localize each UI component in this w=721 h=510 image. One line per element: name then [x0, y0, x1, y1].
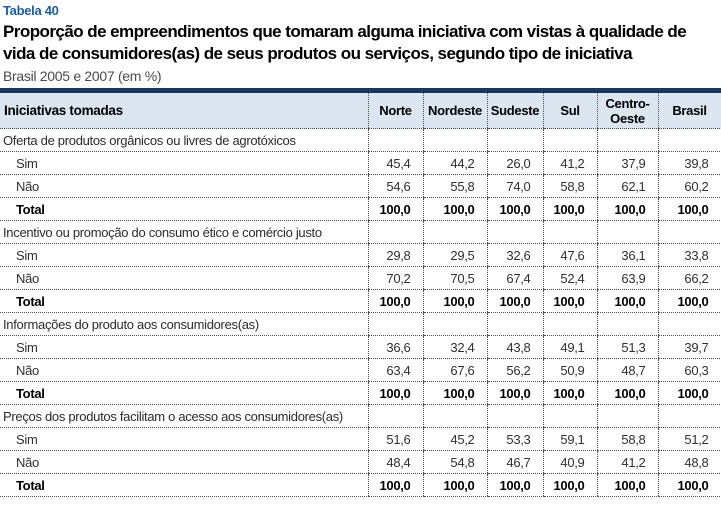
value-cell: 29,5	[423, 244, 487, 267]
value-cell: 100,0	[487, 474, 543, 497]
value-cell: 66,2	[658, 267, 721, 290]
section-header-row	[0, 313, 721, 336]
value-cell: 56,2	[487, 359, 543, 382]
row-label: Total	[0, 382, 368, 405]
value-cell: 39,8	[658, 152, 721, 175]
table-row	[0, 336, 721, 359]
value-cell: 52,4	[543, 267, 597, 290]
row-label: Não	[0, 451, 368, 474]
row-label: Sim	[0, 428, 368, 451]
row-label: Não	[0, 175, 368, 198]
value-cell: 51,3	[597, 336, 658, 359]
table-row	[0, 198, 721, 221]
value-cell: 36,6	[368, 336, 423, 359]
value-cell: 100,0	[487, 290, 543, 313]
value-cell: 100,0	[658, 382, 721, 405]
empty-cell	[487, 313, 543, 336]
empty-cell	[658, 221, 721, 244]
value-cell: 100,0	[597, 382, 658, 405]
table-row	[0, 428, 721, 451]
value-cell: 32,4	[423, 336, 487, 359]
empty-cell	[368, 221, 423, 244]
statistics-table	[0, 88, 721, 497]
column-header-norte: Norte	[368, 91, 423, 129]
empty-cell	[423, 129, 487, 152]
table-row	[0, 382, 721, 405]
table-number: Tabela 40	[3, 3, 59, 18]
value-cell: 40,9	[543, 451, 597, 474]
value-cell: 58,8	[597, 428, 658, 451]
value-cell: 54,8	[423, 451, 487, 474]
value-cell: 100,0	[423, 474, 487, 497]
value-cell: 26,0	[487, 152, 543, 175]
empty-cell	[368, 129, 423, 152]
empty-cell	[597, 313, 658, 336]
column-header-sudeste: Sudeste	[487, 91, 543, 129]
value-cell: 41,2	[597, 451, 658, 474]
row-label: Sim	[0, 244, 368, 267]
table-title: Proporção de empreendimentos que tomaram alguma iniciativa com vistas à qualidade de vida de consumidores(as) de seus produtos ou serviços, segundo tipo de iniciativa	[3, 22, 687, 63]
column-header-brasil: Brasil	[658, 91, 721, 129]
empty-cell	[597, 221, 658, 244]
table-row	[0, 267, 721, 290]
row-label: Total	[0, 198, 368, 221]
value-cell: 100,0	[543, 474, 597, 497]
empty-cell	[423, 221, 487, 244]
column-header-iniciativas-tomadas: Iniciativas tomadas	[0, 91, 368, 129]
empty-cell	[368, 313, 423, 336]
value-cell: 47,6	[543, 244, 597, 267]
empty-cell	[597, 405, 658, 428]
value-cell: 100,0	[368, 198, 423, 221]
section-label: Preços dos produtos facilitam o acesso aos consumidores(as)	[0, 405, 368, 428]
value-cell: 100,0	[597, 198, 658, 221]
value-cell: 51,2	[658, 428, 721, 451]
section-header-row	[0, 129, 721, 152]
table-row	[0, 244, 721, 267]
empty-cell	[597, 129, 658, 152]
value-cell: 60,2	[658, 175, 721, 198]
value-cell: 48,8	[658, 451, 721, 474]
table-row	[0, 359, 721, 382]
value-cell: 53,3	[487, 428, 543, 451]
empty-cell	[487, 405, 543, 428]
value-cell: 100,0	[423, 290, 487, 313]
value-cell: 100,0	[423, 198, 487, 221]
empty-cell	[543, 129, 597, 152]
value-cell: 63,4	[368, 359, 423, 382]
empty-cell	[423, 313, 487, 336]
value-cell: 49,1	[543, 336, 597, 359]
table-subtitle: Brasil 2005 e 2007 (em %)	[3, 68, 162, 84]
value-cell: 100,0	[543, 198, 597, 221]
value-cell: 100,0	[658, 474, 721, 497]
value-cell: 58,8	[543, 175, 597, 198]
value-cell: 51,6	[368, 428, 423, 451]
value-cell: 54,6	[368, 175, 423, 198]
table-header	[0, 91, 721, 129]
value-cell: 32,6	[487, 244, 543, 267]
value-cell: 70,5	[423, 267, 487, 290]
value-cell: 48,4	[368, 451, 423, 474]
empty-cell	[658, 405, 721, 428]
row-label: Sim	[0, 336, 368, 359]
empty-cell	[543, 221, 597, 244]
value-cell: 100,0	[423, 382, 487, 405]
value-cell: 43,8	[487, 336, 543, 359]
value-cell: 29,8	[368, 244, 423, 267]
value-cell: 50,9	[543, 359, 597, 382]
column-header-sul: Sul	[543, 91, 597, 129]
column-header-nordeste: Nordeste	[423, 91, 487, 129]
value-cell: 100,0	[487, 382, 543, 405]
table-header-row	[0, 91, 721, 129]
empty-cell	[543, 313, 597, 336]
value-cell: 100,0	[368, 290, 423, 313]
value-cell: 100,0	[543, 382, 597, 405]
value-cell: 41,2	[543, 152, 597, 175]
value-cell: 44,2	[423, 152, 487, 175]
value-cell: 59,1	[543, 428, 597, 451]
value-cell: 100,0	[597, 290, 658, 313]
section-label: Informações do produto aos consumidores(as)	[0, 313, 368, 336]
value-cell: 46,7	[487, 451, 543, 474]
table-body	[0, 129, 721, 497]
value-cell: 62,1	[597, 175, 658, 198]
empty-cell	[487, 129, 543, 152]
value-cell: 33,8	[658, 244, 721, 267]
table-row	[0, 175, 721, 198]
table-row	[0, 451, 721, 474]
row-label: Total	[0, 474, 368, 497]
table-row	[0, 290, 721, 313]
value-cell: 100,0	[368, 474, 423, 497]
row-label: Total	[0, 290, 368, 313]
section-header-row	[0, 221, 721, 244]
value-cell: 55,8	[423, 175, 487, 198]
value-cell: 37,9	[597, 152, 658, 175]
value-cell: 45,4	[368, 152, 423, 175]
row-label: Sim	[0, 152, 368, 175]
value-cell: 39,7	[658, 336, 721, 359]
value-cell: 67,4	[487, 267, 543, 290]
table-row	[0, 152, 721, 175]
empty-cell	[423, 405, 487, 428]
column-header-centro-oeste: Centro-Oeste	[597, 91, 658, 129]
table-row	[0, 474, 721, 497]
empty-cell	[658, 313, 721, 336]
value-cell: 60,3	[658, 359, 721, 382]
value-cell: 63,9	[597, 267, 658, 290]
empty-cell	[658, 129, 721, 152]
section-header-row	[0, 405, 721, 428]
value-cell: 48,7	[597, 359, 658, 382]
value-cell: 100,0	[658, 290, 721, 313]
section-label: Oferta de produtos orgânicos ou livres de agrotóxicos	[0, 129, 368, 152]
value-cell: 74,0	[487, 175, 543, 198]
value-cell: 45,2	[423, 428, 487, 451]
empty-cell	[368, 405, 423, 428]
value-cell: 36,1	[597, 244, 658, 267]
row-label: Não	[0, 267, 368, 290]
value-cell: 100,0	[543, 290, 597, 313]
value-cell: 100,0	[597, 474, 658, 497]
value-cell: 70,2	[368, 267, 423, 290]
value-cell: 100,0	[368, 382, 423, 405]
value-cell: 67,6	[423, 359, 487, 382]
empty-cell	[543, 405, 597, 428]
value-cell: 100,0	[658, 198, 721, 221]
row-label: Não	[0, 359, 368, 382]
value-cell: 100,0	[487, 198, 543, 221]
section-label: Incentivo ou promoção do consumo ético e comércio justo	[0, 221, 368, 244]
empty-cell	[487, 221, 543, 244]
